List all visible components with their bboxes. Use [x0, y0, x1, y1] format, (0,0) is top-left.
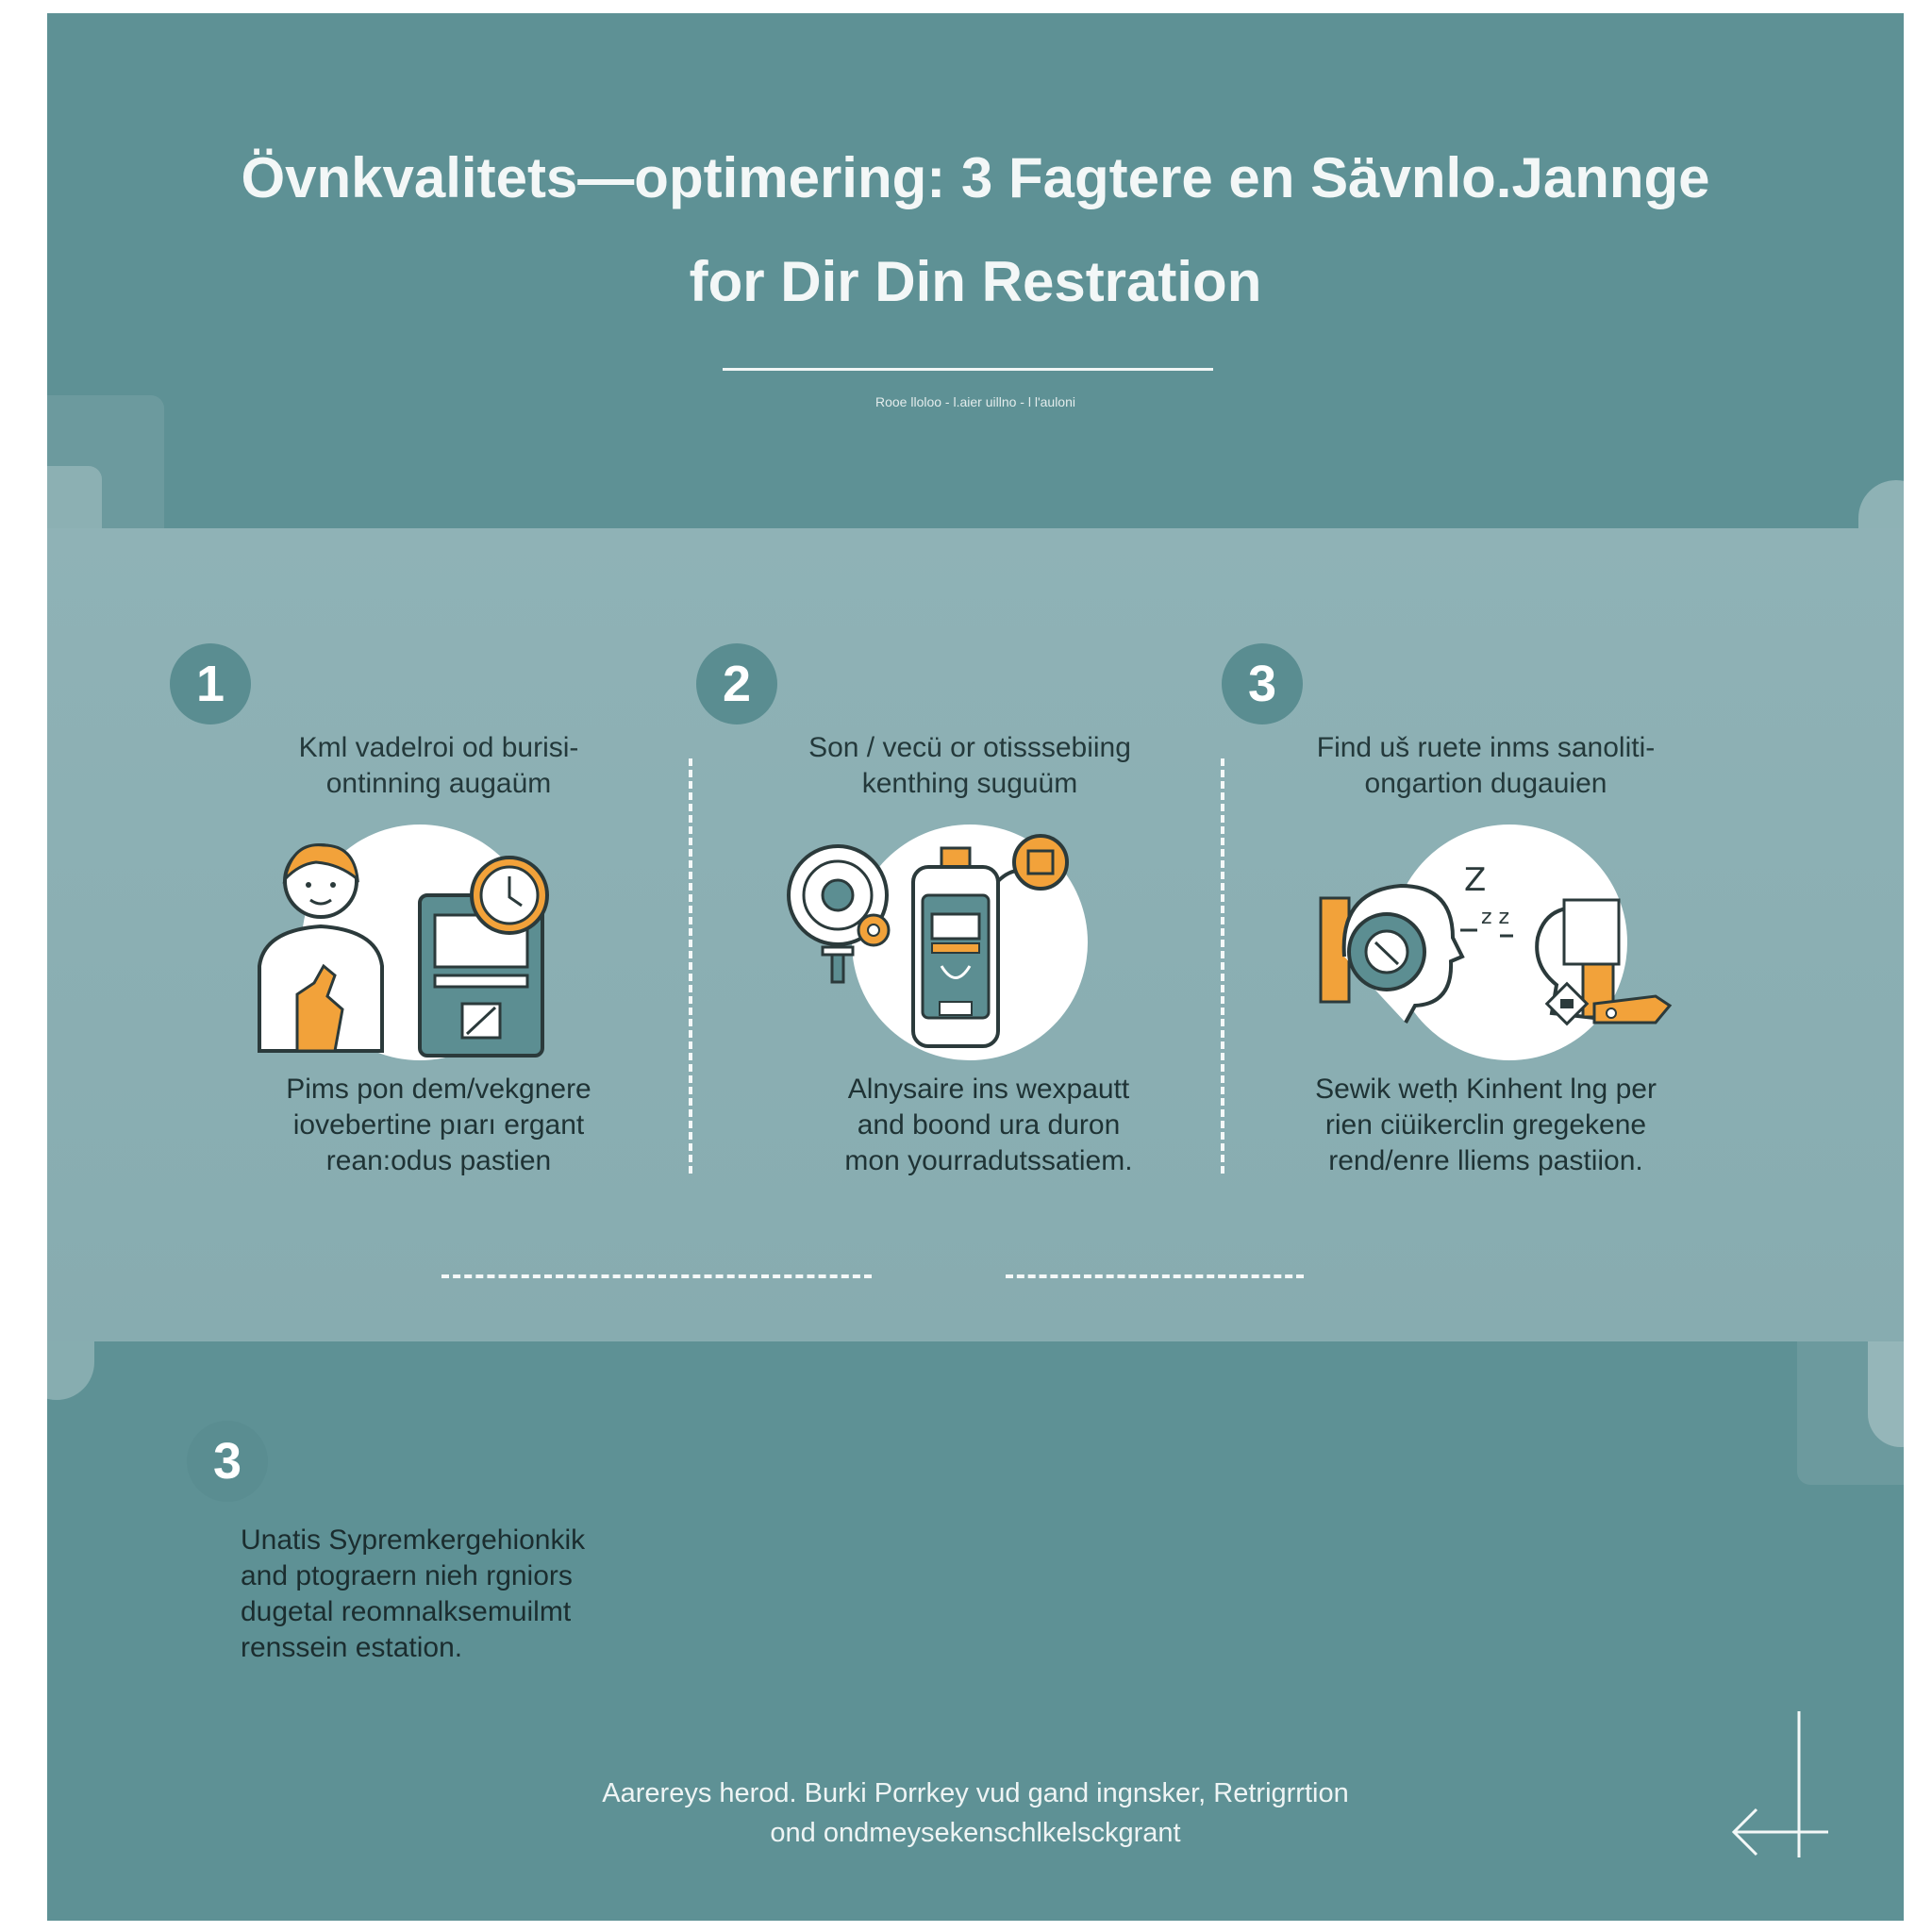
title-subnote: Rooe lloloo - l.aier uillno - l l'auloni — [874, 394, 1075, 409]
lower-step-text — [241, 1523, 731, 1666]
step-1-description-line-2: iovebertine pıarı ergant — [292, 1109, 585, 1141]
person-with-clock-and-device-icon — [241, 824, 637, 1070]
lower-step-text-line-1: Unatis Sypremkergehionkik — [241, 1524, 586, 1556]
footer-text — [47, 1774, 1904, 1853]
step-3-heading-line-1: Find uš ruete inms sanoliti- — [1316, 732, 1656, 763]
step-1-description-line-3: rean:odus pastien — [325, 1145, 552, 1176]
step-2-description-line-3: mon yourradutssatiem. — [844, 1145, 1133, 1176]
page-title-line-1: Övnkvalitets—optimering: 3 Fagtere en Sävnlo.Jannge — [241, 146, 1710, 209]
step-3-heading — [1241, 730, 1731, 802]
step-1-heading — [193, 730, 684, 802]
step-2-description-line-1: Alnysaire ins wexpautt — [847, 1074, 1130, 1105]
lower-step-text-line-4: renssein estation. — [241, 1632, 463, 1663]
lower-step-text-line-3: dugetal reomnalksemuilmt — [241, 1596, 572, 1627]
footer-line-1: Aarereys herod. Burki Porrkey vud gand ingnsker, Retrigrrtion — [602, 1778, 1349, 1808]
step-2-description-line-2: and boond ura duron — [857, 1109, 1121, 1141]
title-underline — [723, 368, 1213, 371]
svg-text:Z: Z — [1464, 861, 1487, 899]
step-2-heading — [724, 730, 1215, 802]
sleeping-heads-icon — [1311, 824, 1707, 1070]
step-2-number-badge: 2 — [696, 643, 777, 724]
step-3-heading-line-2: ongartion dugauien — [1364, 768, 1607, 799]
corner-arrow-icon — [1726, 1711, 1840, 1862]
step-1-description-line-1: Pims pon dem/vekgnere — [286, 1074, 591, 1105]
footer-line-2: ond ondmeysekenschlkelsckgrant — [770, 1818, 1181, 1848]
step-1-heading-line-2: ontinning augaüm — [325, 768, 552, 799]
lower-step-number-badge: 3 — [187, 1421, 268, 1502]
step-2-description — [743, 1072, 1234, 1179]
horizontal-divider-right — [1006, 1274, 1304, 1278]
horizontal-divider-left — [441, 1274, 872, 1278]
infographic-poster — [47, 13, 1904, 1921]
lamp-gear-and-phone-icon — [781, 824, 1177, 1070]
step-divider-2 — [1221, 758, 1224, 1174]
step-3-description-line-3: rend/enre lliems pastiion. — [1328, 1145, 1643, 1176]
svg-text:z z: z z — [1481, 906, 1510, 929]
step-3-description-line-1: Sewik wetḥ Kinhent lng per — [1315, 1074, 1657, 1105]
step-1-number-badge: 1 — [170, 643, 251, 724]
step-3-number-badge: 3 — [1222, 643, 1303, 724]
step-1-description — [193, 1072, 684, 1179]
step-1-heading-line-1: Kml vadelroi od burisi- — [298, 732, 579, 763]
step-divider-1 — [689, 758, 692, 1174]
lower-step-text-line-2: and ptograern nieh rgniors — [241, 1560, 573, 1591]
step-3-description-line-2: rien ciüikerclin gregekene — [1324, 1109, 1647, 1141]
page-title-line-2: for Dir Din Restration — [689, 250, 1262, 313]
step-2-heading-line-1: Son / vecü or otisssebiing — [808, 732, 1131, 763]
step-2-heading-line-2: kenthing suguüm — [861, 768, 1078, 799]
step-3-description — [1241, 1072, 1731, 1179]
